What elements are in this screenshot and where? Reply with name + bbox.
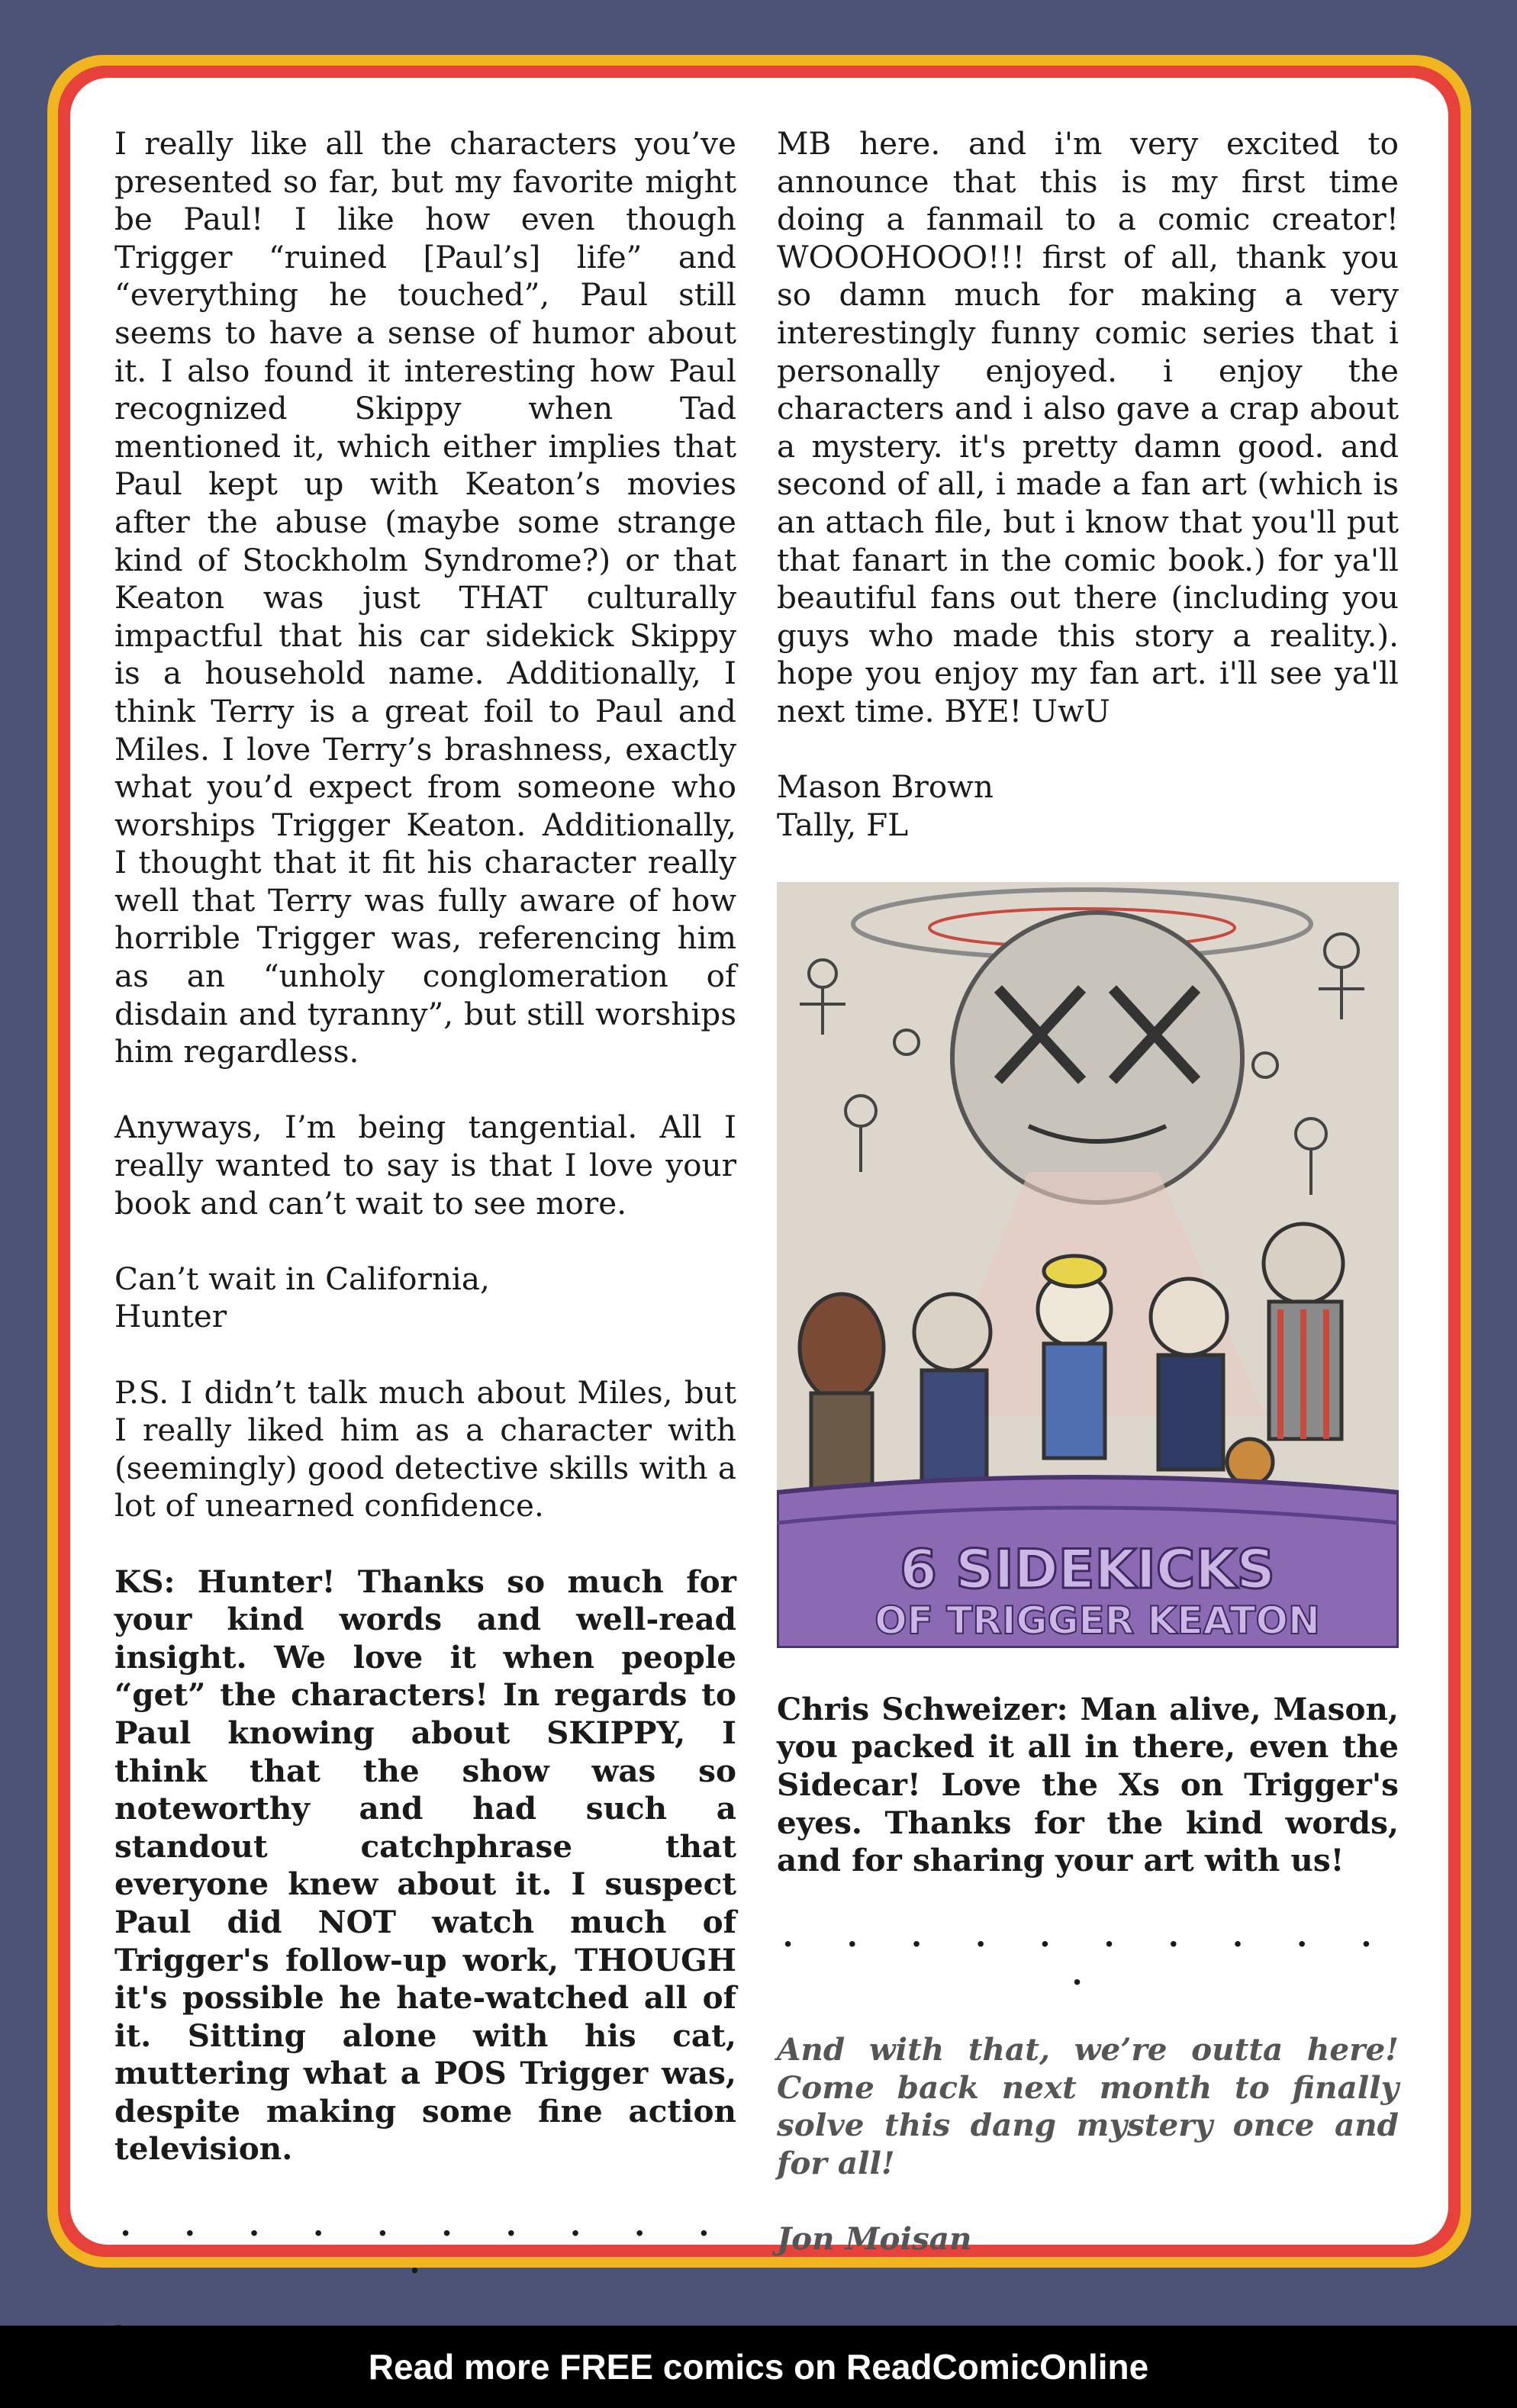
hunter-postscript: P.S. I didn’t talk much about Miles, but I really liked him as a character with (seemingly) good detective skills with a lot of unearned confidence.	[114, 1373, 736, 1524]
left-column	[114, 125, 736, 2396]
promo-banner[interactable]: Read more FREE comics on ReadComicOnline	[0, 2326, 1517, 2408]
right-column	[777, 125, 1399, 2296]
hunter-name: Hunter	[114, 1298, 227, 1335]
hunter-signoff: Can’t wait in California,	[114, 1260, 490, 1297]
closing-signature: Jon Moisan	[777, 2220, 972, 2258]
mason-location: Tally, FL	[777, 806, 909, 843]
closing-message: And with that, we’re outta here! Come back next month to finally solve this dang mystery once and for all!	[777, 2031, 1399, 2181]
mason-letter-paragraph: MB here. and i'm very excited to announce that this is my first time doing a fanmail to a comic creator! WOOOHOOO!!! first of all, thank you so damn much for making a very interestingly funny comic series that i personally enjoyed. i enjoy the characters and i also gave a crap about a mystery. it's pretty damn good. and second of all, i made a fan art (which is an attach file, but i know that you'll put that fanart in the comic book.) for ya'll beautiful fans out there (including you guys who made this story a reality.). hope you enjoy my fan art. i'll see ya'll next time. BYE! UwU	[777, 125, 1399, 729]
hunter-letter-paragraph-1: I really like all the characters you’ve presented so far, but my favorite might be Paul! I like how even though Trigger “ruined [Paul’s] life” and “everything he touched”, Paul still seems to have a sense of humor about it. I also found it interesting how Paul recognized Skippy when Tad mentioned it, which either implies that Paul kept up with Keaton’s movies after the abuse (maybe some strange kind of Stockholm Syndrome?) or that Keaton was just THAT culturally impactful that his car sidekick Skippy is a household name. Additionally, I think Terry is a great foil to Paul and Miles. I love Terry’s brashness, exactly what you’d expect from someone who worships Trigger Keaton. Additionally, I thought that it fit his character really well that Terry was fully aware of how horrible Trigger was, referencing him as an “unholy conglomeration of disdain and tyranny”, but still worships him regardless.	[114, 125, 736, 1070]
mason-name: Mason Brown	[777, 768, 994, 806]
fan-art-image	[777, 882, 1399, 1648]
section-separator: . . . . . . . . . . .	[120, 2206, 731, 2281]
ks-reply: KS: Hunter! Thanks so much for your kind words and well-read insight. We love it when people “get” the characters! In regards to Paul knowing about SKIPPY, I think that the show was so noteworthy and had such a standout catchphrase that everyone knew about it. I suspect Paul did NOT watch much of Trigger's follow-up work, THOUGH it's possible he hate-watched all of it. Sitting alone with his cat, muttering what a POS Trigger was, despite making some fine action television.	[114, 1563, 736, 2168]
section-separator-right: . . . . . . . . . . .	[782, 1917, 1393, 1993]
chris-reply: Chris Schweizer: Man alive, Mason, you packed it all in there, even the Sidecar! Love the Xs on Trigger's eyes. Thanks for the kind words, and for sharing your art with us!	[777, 1690, 1399, 1879]
fan-art-title-line2: OF TRIGGER KEATON	[874, 1598, 1320, 1643]
hunter-letter-paragraph-2: Anyways, I’m being tangential. All I really wanted to say is that I love your book and can’t wait to see more.	[114, 1109, 736, 1222]
fan-art-title-line1: 6 SIDEKICKS	[900, 1537, 1275, 1601]
